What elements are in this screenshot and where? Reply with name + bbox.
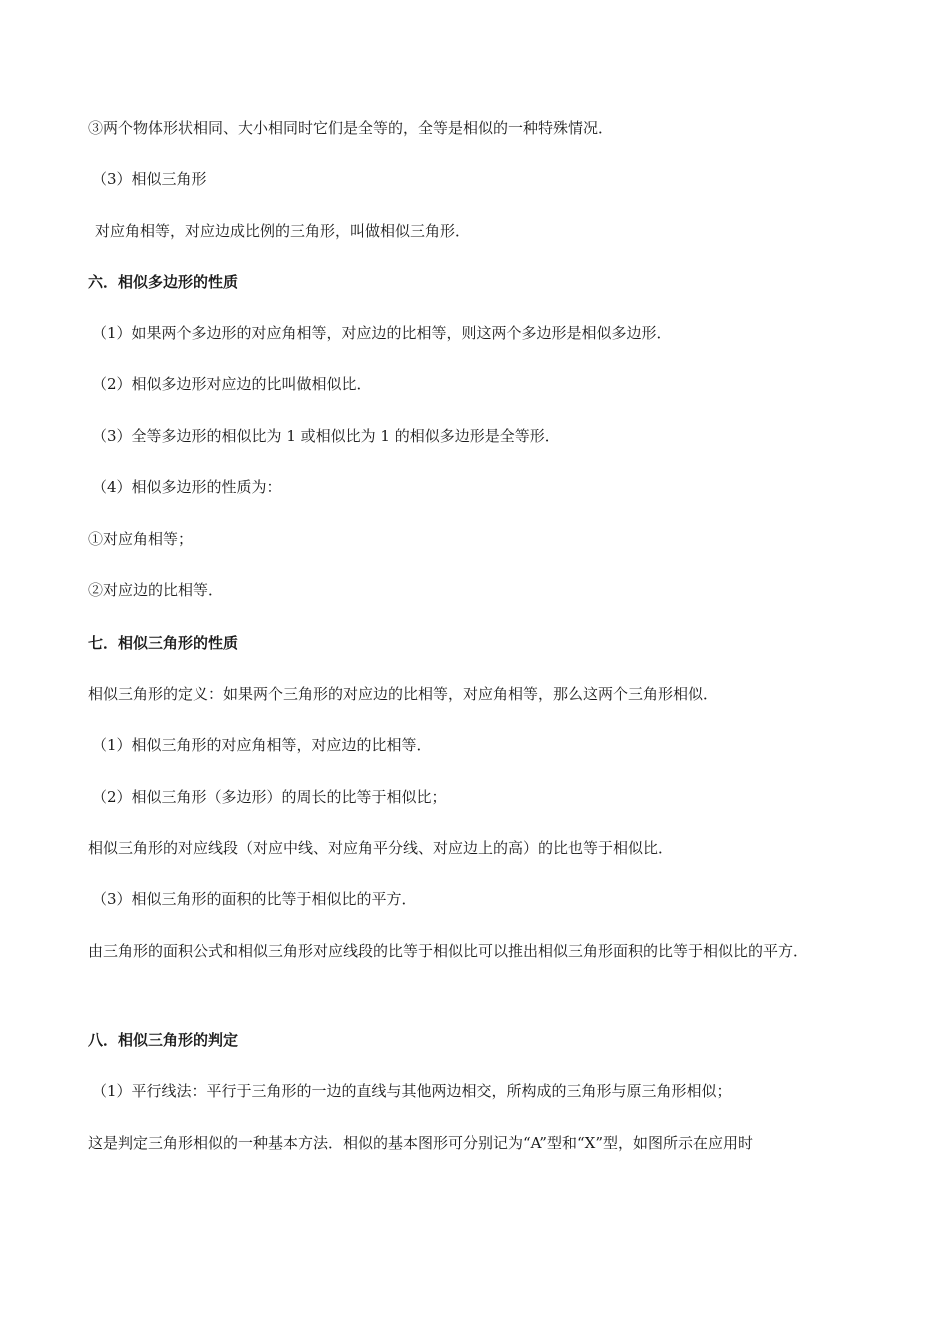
paragraph-congruent-special-case: ③两个物体形状相同、大小相同时它们是全等的，全等是相似的一种特殊情况． [88, 119, 614, 137]
paragraph-similar-triangle-label: （3）相似三角形 [92, 170, 207, 188]
paragraph-polygon-property-1: （1）如果两个多边形的对应角相等，对应边的比相等，则这两个多边形是相似多边形． [92, 324, 672, 342]
paragraph-triangle-definition: 相似三角形的定义：如果两个三角形的对应边的比相等，对应角相等，那么这两个三角形相似． [88, 685, 719, 703]
section-heading-7: 七．相似三角形的性质 [88, 634, 239, 652]
paragraph-basic-figures: 这是判定三角形相似的一种基本方法．相似的基本图形可分别记为“A”型和“X”型，如图所示在应用时 [88, 1134, 753, 1152]
paragraph-triangle-property-1: （1）相似三角形的对应角相等，对应边的比相等． [92, 736, 432, 754]
paragraph-polygon-property-3: （3）全等多边形的相似比为 1 或相似比为 1 的相似多边形是全等形． [92, 427, 560, 445]
paragraph-parallel-line-method: （1）平行线法：平行于三角形的一边的直线与其他两边相交，所构成的三角形与原三角形相似； [92, 1082, 732, 1100]
paragraph-similar-triangle-definition: 对应角相等，对应边成比例的三角形，叫做相似三角形． [95, 222, 471, 240]
paragraph-corresponding-segments: 相似三角形的对应线段（对应中线、对应角平分线、对应边上的高）的比也等于相似比． [88, 839, 674, 857]
paragraph-triangle-property-3: （3）相似三角形的面积的比等于相似比的平方． [92, 890, 417, 908]
paragraph-polygon-property-4b: ②对应边的比相等． [88, 581, 224, 599]
paragraph-triangle-property-2: （2）相似三角形（多边形）的周长的比等于相似比； [92, 788, 447, 806]
paragraph-polygon-property-4a: ①对应角相等； [88, 530, 194, 548]
section-heading-8: 八．相似三角形的判定 [88, 1031, 239, 1049]
section-heading-6: 六．相似多边形的性质 [88, 273, 239, 291]
paragraph-polygon-property-2: （2）相似多边形对应边的比叫做相似比． [92, 375, 372, 393]
paragraph-polygon-property-4: （4）相似多边形的性质为： [92, 478, 282, 496]
paragraph-area-ratio-derivation: 由三角形的面积公式和相似三角形对应线段的比等于相似比可以推出相似三角形面积的比等于相似比的平方． [88, 942, 809, 960]
